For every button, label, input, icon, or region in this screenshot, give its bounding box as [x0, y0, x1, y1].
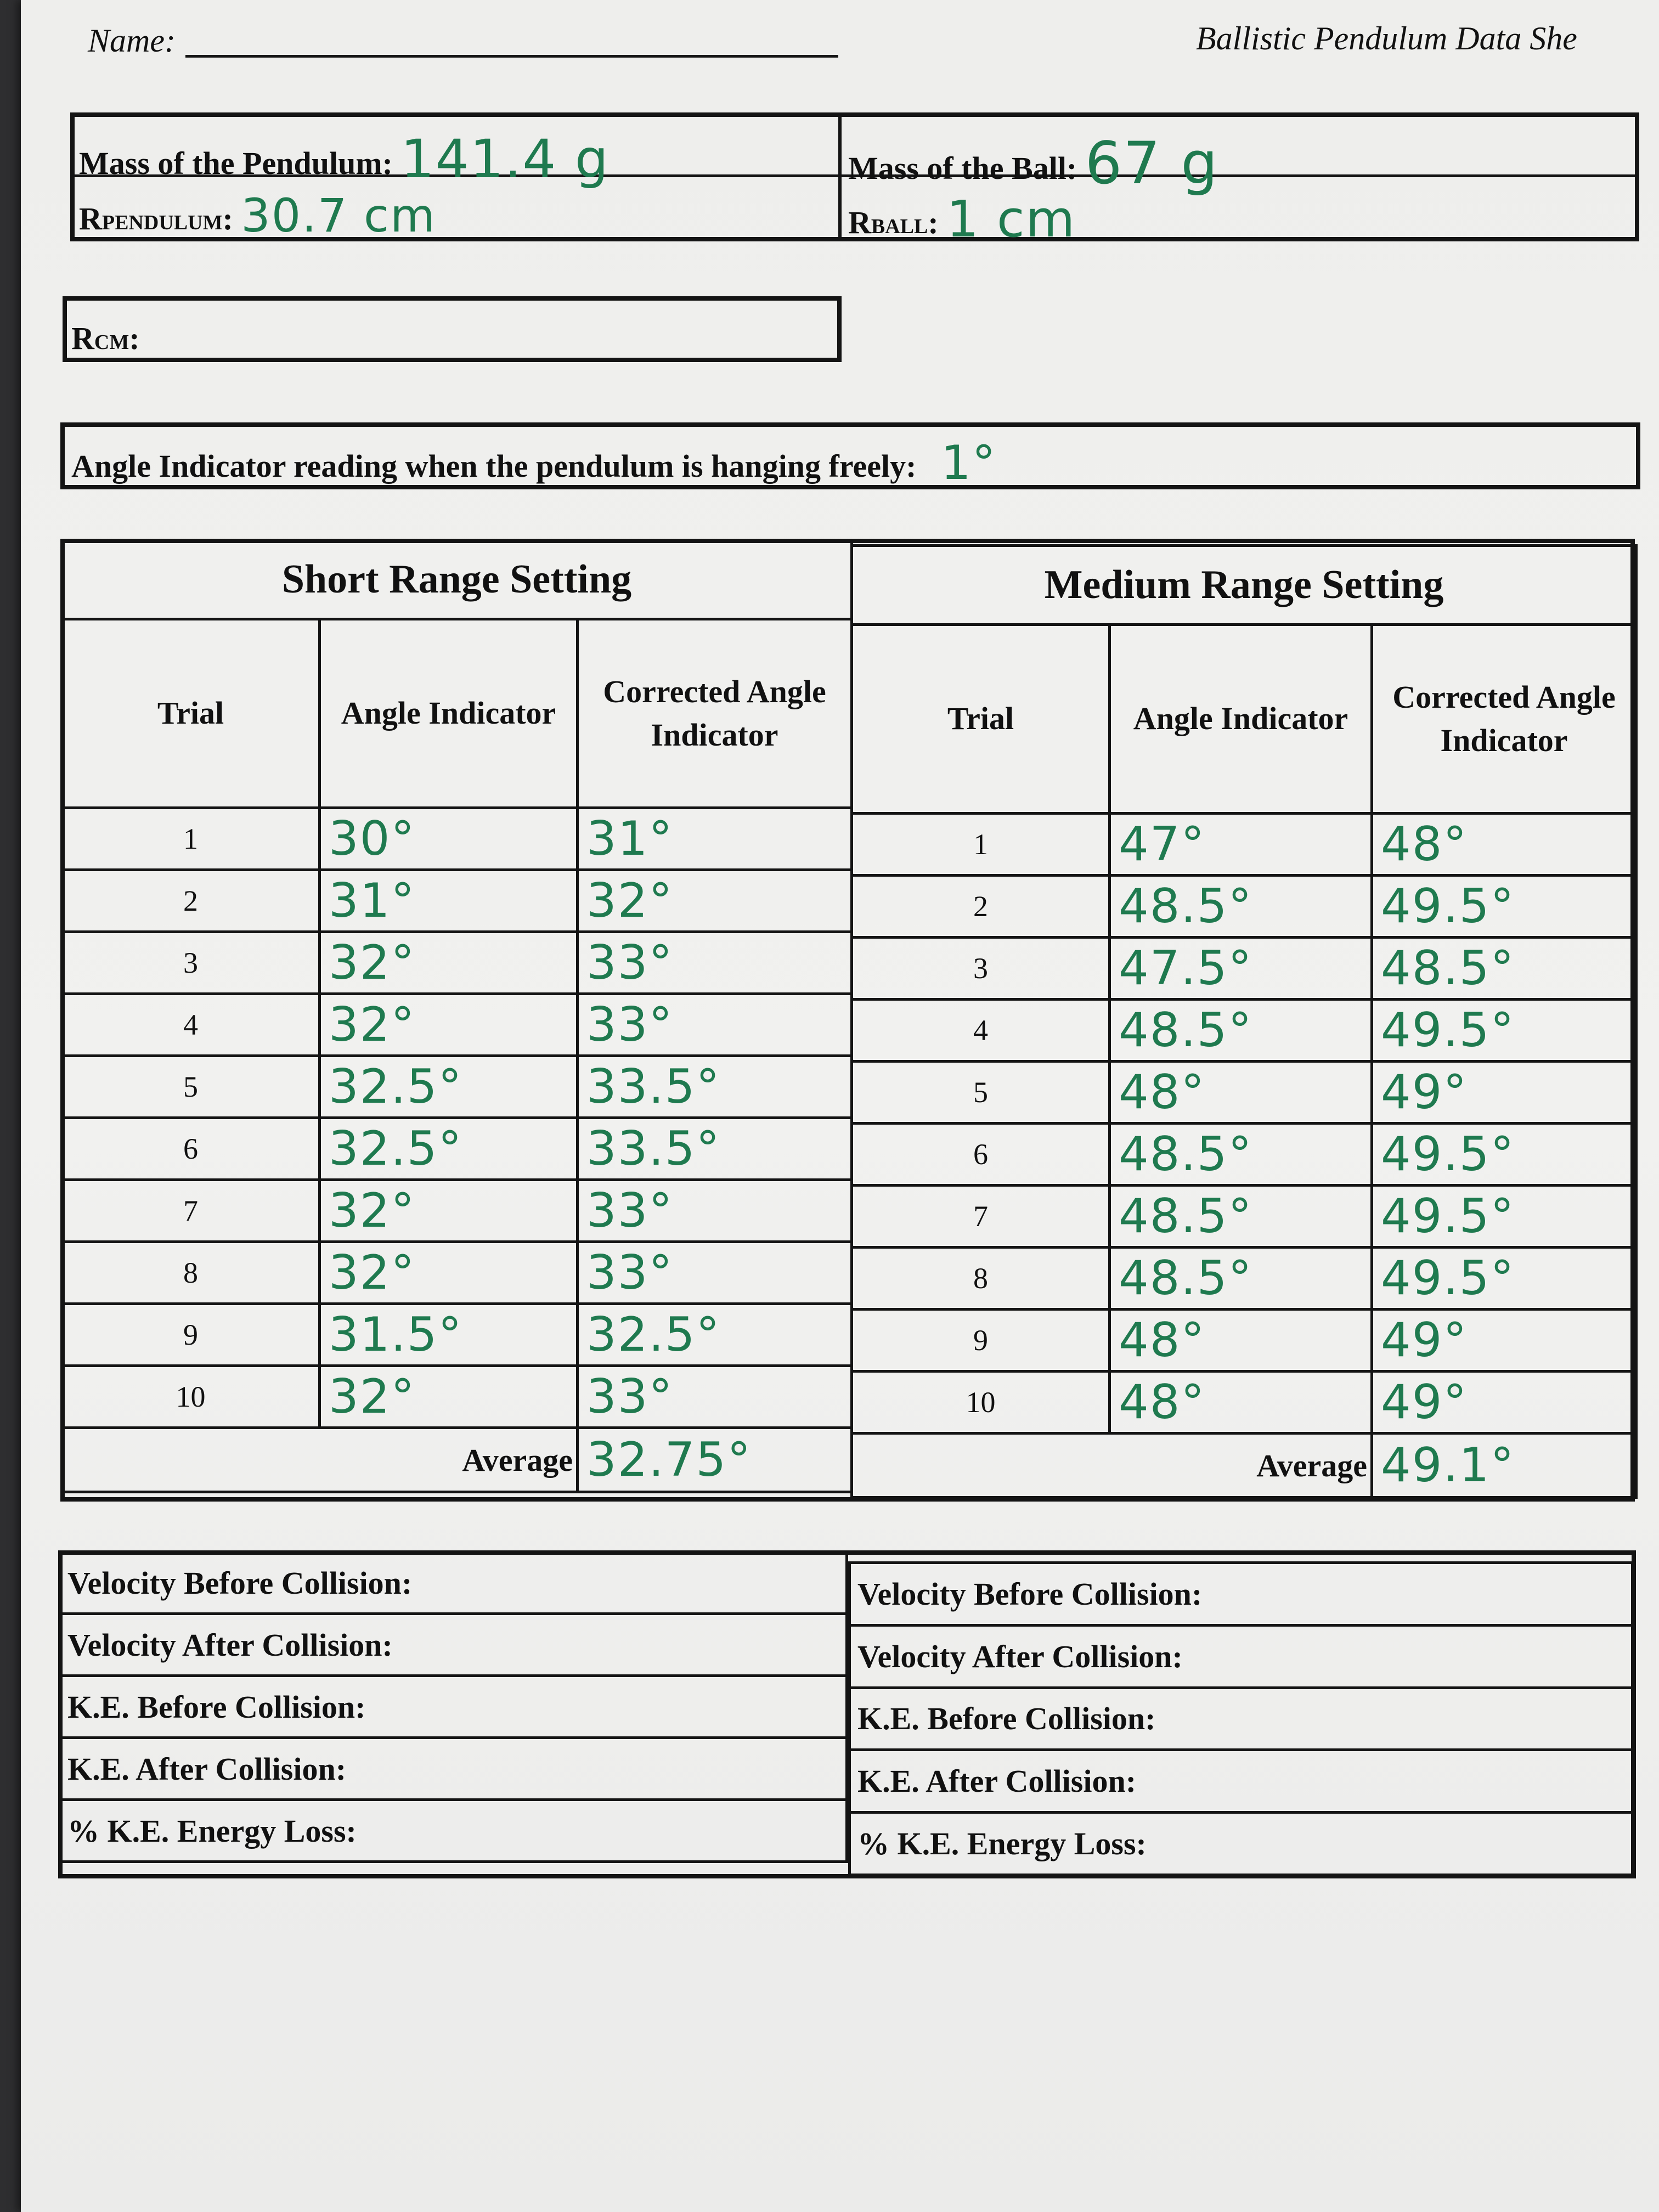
short-trial-number: 7 [62, 1180, 320, 1242]
medium-corrected-cell[interactable]: 49.5° [1372, 1124, 1637, 1186]
short-trial-number: 6 [62, 1118, 320, 1180]
short-range-title: Short Range Setting [62, 540, 852, 619]
short-trial-row [62, 1242, 852, 1304]
medium-angle-cell[interactable]: 48.5° [1110, 1124, 1372, 1186]
medium-trial-row [852, 1248, 1637, 1310]
medium-trial-row [852, 1310, 1637, 1372]
r-ball-value: 1 cm [946, 190, 1076, 249]
medium-corrected-cell[interactable]: 49.5° [1372, 1000, 1637, 1062]
short-trial-header: Trial [62, 619, 320, 808]
ball-mass-field[interactable] [848, 125, 1219, 197]
short-average-label: Average [62, 1428, 578, 1492]
free-angle-value: 1° [940, 436, 997, 490]
medium-trial-row [852, 1124, 1637, 1186]
medium-range-table [850, 544, 1638, 1499]
short-angle-cell[interactable]: 32° [320, 932, 578, 994]
data-sheet-paper [21, 0, 1659, 2212]
short-result-field[interactable]: K.E. Before Collision: [60, 1676, 847, 1738]
medium-corrected-cell[interactable]: 49.5° [1372, 876, 1637, 938]
r-pendulum-label: RPENDULUM: [79, 201, 233, 236]
medium-range-title: Medium Range Setting [852, 546, 1637, 625]
short-trial-row [62, 1304, 852, 1366]
short-trial-row [62, 1366, 852, 1428]
short-average-value[interactable]: 32.75° [578, 1428, 852, 1492]
short-trial-row [62, 932, 852, 994]
medium-average-label: Average [852, 1434, 1372, 1498]
medium-angle-cell[interactable]: 48.5° [1110, 1186, 1372, 1248]
medium-trial-number: 9 [852, 1310, 1110, 1372]
medium-trial-number: 2 [852, 876, 1110, 938]
medium-result-row [850, 1813, 1633, 1875]
short-range-table [60, 539, 853, 1493]
medium-average-value[interactable]: 49.1° [1372, 1434, 1637, 1498]
short-trial-number: 3 [62, 932, 320, 994]
short-corrected-cell[interactable]: 33.5° [578, 1118, 852, 1180]
short-result-row [60, 1738, 847, 1800]
short-trial-number: 8 [62, 1242, 320, 1304]
medium-trial-row [852, 1000, 1637, 1062]
short-trial-row [62, 1056, 852, 1118]
short-angle-cell[interactable]: 32° [320, 1242, 578, 1304]
short-angle-cell[interactable]: 32.5° [320, 1118, 578, 1180]
rcm-label: RCM: [71, 320, 140, 356]
short-angle-cell[interactable]: 32° [320, 1366, 578, 1428]
medium-corrected-cell[interactable]: 49° [1372, 1310, 1637, 1372]
short-trial-row [62, 1180, 852, 1242]
medium-result-field[interactable]: K.E. After Collision: [850, 1750, 1633, 1813]
medium-corrected-cell[interactable]: 48.5° [1372, 938, 1637, 1000]
medium-corrected-cell[interactable]: 49° [1372, 1062, 1637, 1124]
medium-angle-cell[interactable]: 48° [1110, 1372, 1372, 1434]
short-corrected-cell[interactable]: 33° [578, 932, 852, 994]
medium-trial-number: 5 [852, 1062, 1110, 1124]
medium-trial-number: 4 [852, 1000, 1110, 1062]
medium-corrected-cell[interactable]: 49.5° [1372, 1186, 1637, 1248]
short-trial-number: 5 [62, 1056, 320, 1118]
medium-corrected-header: Corrected Angle Indicator [1372, 625, 1637, 814]
medium-corrected-cell[interactable]: 48° [1372, 814, 1637, 876]
medium-angle-cell[interactable]: 48.5° [1110, 1000, 1372, 1062]
medium-trial-row [852, 876, 1637, 938]
short-trial-number: 1 [62, 808, 320, 870]
medium-angle-cell[interactable]: 48.5° [1110, 1248, 1372, 1310]
short-result-row [60, 1552, 847, 1614]
short-range-results [58, 1550, 848, 1863]
free-angle-label: Angle Indicator reading when the pendulum is hanging freely: [71, 448, 917, 484]
r-ball-field[interactable] [848, 187, 1076, 249]
short-trial-number: 9 [62, 1304, 320, 1366]
short-result-field[interactable]: K.E. After Collision: [60, 1738, 847, 1800]
medium-result-field[interactable]: K.E. Before Collision: [850, 1688, 1633, 1750]
short-angle-cell[interactable]: 31° [320, 870, 578, 932]
free-angle-row [71, 433, 997, 488]
medium-trial-number: 8 [852, 1248, 1110, 1310]
short-result-row [60, 1676, 847, 1738]
pendulum-mass-field[interactable] [79, 125, 610, 190]
medium-corrected-cell[interactable]: 49.5° [1372, 1248, 1637, 1310]
medium-result-field[interactable]: % K.E. Energy Loss: [850, 1813, 1633, 1875]
short-result-row [60, 1614, 847, 1676]
pendulum-mass-value: 141.4 g [400, 128, 610, 190]
ball-mass-value: 67 g [1085, 129, 1219, 197]
medium-range-results [848, 1561, 1634, 1876]
short-angle-cell[interactable]: 32° [320, 994, 578, 1056]
short-corrected-header: Corrected Angle Indicator [578, 619, 852, 808]
short-angle-header: Angle Indicator [320, 619, 578, 808]
short-trial-row [62, 1118, 852, 1180]
medium-result-field[interactable]: Velocity After Collision: [850, 1625, 1633, 1688]
medium-trial-row [852, 814, 1637, 876]
medium-trial-number: 7 [852, 1186, 1110, 1248]
medium-corrected-cell[interactable]: 49° [1372, 1372, 1637, 1434]
medium-result-field[interactable]: Velocity Before Collision: [850, 1563, 1633, 1626]
sheet-title: Ballistic Pendulum Data She [1196, 20, 1577, 57]
name-line[interactable] [185, 55, 838, 58]
short-trial-row [62, 870, 852, 932]
medium-angle-cell[interactable]: 47° [1110, 814, 1372, 876]
medium-trial-header: Trial [852, 625, 1110, 814]
short-corrected-cell[interactable]: 32.5° [578, 1304, 852, 1366]
short-result-field[interactable]: % K.E. Energy Loss: [60, 1800, 847, 1862]
medium-result-row [850, 1563, 1633, 1626]
r-pendulum-field[interactable] [79, 187, 436, 240]
medium-trial-number: 1 [852, 814, 1110, 876]
short-angle-cell[interactable]: 32° [320, 1180, 578, 1242]
name-label: Name: [88, 22, 176, 59]
medium-angle-header: Angle Indicator [1110, 625, 1372, 814]
r-ball-label: RBALL: [848, 205, 939, 240]
short-trial-row [62, 994, 852, 1056]
short-corrected-cell[interactable]: 31° [578, 808, 852, 870]
medium-trial-number: 3 [852, 938, 1110, 1000]
short-corrected-cell[interactable]: 33° [578, 1366, 852, 1428]
short-corrected-cell[interactable]: 33° [578, 1180, 852, 1242]
medium-trial-number: 6 [852, 1124, 1110, 1186]
short-corrected-cell[interactable]: 33° [578, 1242, 852, 1304]
short-corrected-cell[interactable]: 33° [578, 994, 852, 1056]
medium-result-row [850, 1625, 1633, 1688]
medium-angle-cell[interactable]: 47.5° [1110, 938, 1372, 1000]
short-trial-number: 4 [62, 994, 320, 1056]
medium-trial-row [852, 1186, 1637, 1248]
short-trial-number: 10 [62, 1366, 320, 1428]
short-result-row [60, 1800, 847, 1862]
r-pendulum-value: 30.7 cm [241, 189, 437, 242]
short-angle-cell[interactable]: 30° [320, 808, 578, 870]
ball-mass-label: Mass of the Ball: [848, 150, 1077, 186]
pendulum-mass-label: Mass of the Pendulum: [79, 145, 393, 181]
medium-result-row [850, 1750, 1633, 1813]
short-corrected-cell[interactable]: 33.5° [578, 1056, 852, 1118]
medium-trial-row [852, 1062, 1637, 1124]
short-trial-number: 2 [62, 870, 320, 932]
rcm-field[interactable] [63, 296, 842, 362]
short-angle-cell[interactable]: 32.5° [320, 1056, 578, 1118]
medium-angle-cell[interactable]: 48° [1110, 1062, 1372, 1124]
medium-result-row [850, 1688, 1633, 1750]
medium-trial-number: 10 [852, 1372, 1110, 1434]
medium-trial-row [852, 1372, 1637, 1434]
medium-trial-row [852, 938, 1637, 1000]
short-result-field[interactable]: Velocity After Collision: [60, 1614, 847, 1676]
short-trial-row [62, 808, 852, 870]
medium-angle-cell[interactable]: 48° [1110, 1310, 1372, 1372]
short-result-field[interactable]: Velocity Before Collision: [60, 1552, 847, 1614]
medium-angle-cell[interactable]: 48.5° [1110, 876, 1372, 938]
short-corrected-cell[interactable]: 32° [578, 870, 852, 932]
short-angle-cell[interactable]: 31.5° [320, 1304, 578, 1366]
